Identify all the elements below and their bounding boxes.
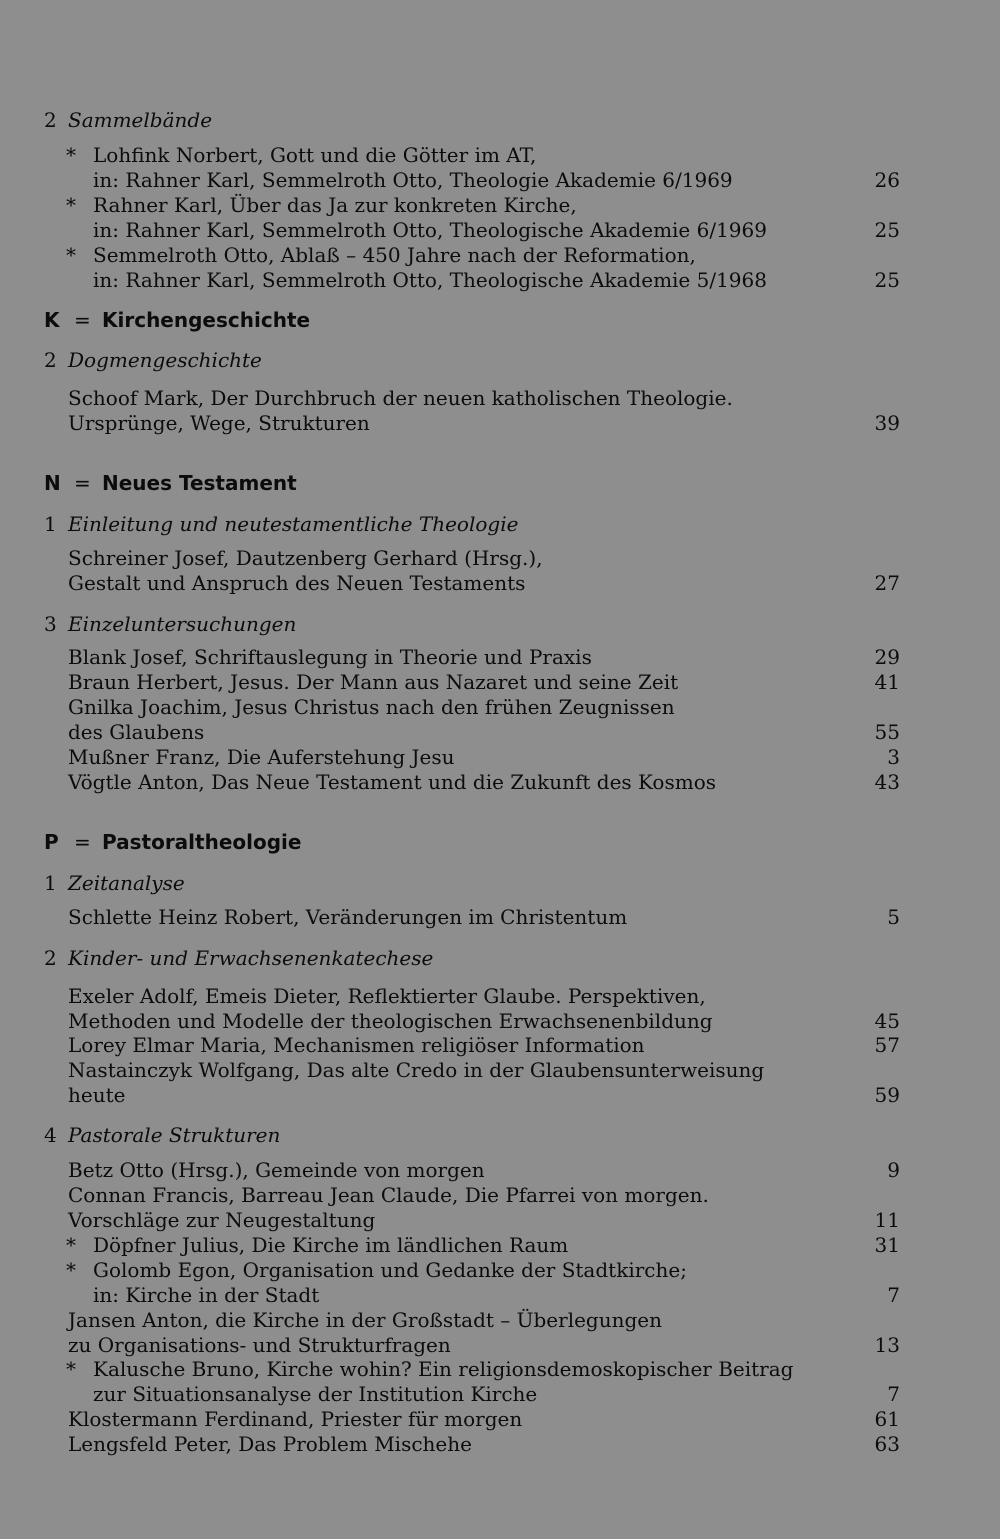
entry-text: Schreiner Josef, Dautzenberg Gerhard (Hrsg.), xyxy=(68,546,543,570)
page-number: 61 xyxy=(874,1407,900,1431)
index-entry xyxy=(44,1232,900,1258)
entry-text: Betz Otto (Hrsg.), Gemeinde von morgen xyxy=(68,1158,485,1182)
entry-text: Methoden und Modelle der theologischen Erwachsenenbildung xyxy=(68,1009,713,1033)
entry-text: Vorschläge zur Neugestaltung xyxy=(68,1208,376,1232)
index-entry xyxy=(44,644,900,670)
page-number: 3 xyxy=(887,745,900,769)
index-entry xyxy=(44,242,900,268)
index-entry xyxy=(44,1182,900,1208)
asterisk-marker: * xyxy=(66,1258,76,1282)
subsection-number: 2 xyxy=(44,946,57,970)
index-entry xyxy=(44,719,900,745)
subsection-title: Einzeluntersuchungen xyxy=(68,612,297,636)
section-letter: N xyxy=(44,471,61,495)
index-entry xyxy=(44,1157,900,1183)
entry-text: Blank Josef, Schriftauslegung in Theorie und Praxis xyxy=(68,645,592,669)
entry-text: in: Kirche in der Stadt xyxy=(93,1283,320,1307)
index-entry xyxy=(44,1406,900,1432)
entry-text: in: Rahner Karl, Semmelroth Otto, Theologische Akademie 5/1968 xyxy=(93,268,767,292)
subsection-heading xyxy=(44,945,900,971)
subsection-heading xyxy=(44,511,900,537)
section-title: Pastoraltheologie xyxy=(102,830,302,854)
section-heading xyxy=(44,829,900,855)
page-number: 55 xyxy=(874,720,900,744)
entry-text: Jansen Anton, die Kirche in der Großstadt – Überlegungen xyxy=(68,1308,663,1332)
entry-text: Gestalt und Anspruch des Neuen Testaments xyxy=(68,571,526,595)
subsection-title: Sammelbände xyxy=(68,108,213,132)
page-number: 41 xyxy=(874,670,900,694)
entry-text: Ursprünge, Wege, Strukturen xyxy=(68,411,370,435)
section-letter: K xyxy=(44,308,60,332)
page-number: 25 xyxy=(874,268,900,292)
index-entry xyxy=(44,1307,900,1333)
section-equals: = xyxy=(74,308,91,332)
subsection-heading xyxy=(44,1122,900,1148)
index-entry xyxy=(44,1257,900,1283)
subsection-number: 4 xyxy=(44,1123,57,1147)
index-entry xyxy=(44,167,900,193)
subsection-heading xyxy=(44,107,900,133)
index-entry xyxy=(44,983,900,1009)
asterisk-marker: * xyxy=(66,1233,76,1257)
entry-text: Lengsfeld Peter, Das Problem Mischehe xyxy=(68,1432,472,1456)
entry-text: Lorey Elmar Maria, Mechanismen religiöser Information xyxy=(68,1033,645,1057)
index-entry xyxy=(44,1032,900,1058)
index-entry xyxy=(44,1356,900,1382)
page-number: 31 xyxy=(874,1233,900,1257)
entry-text: Lohfink Norbert, Gott und die Götter im AT, xyxy=(93,143,537,167)
entry-text: Schlette Heinz Robert, Veränderungen im Christentum xyxy=(68,905,628,929)
entry-text: Schoof Mark, Der Durchbruch der neuen katholischen Theologie. xyxy=(68,386,733,410)
page-number: 25 xyxy=(874,218,900,242)
index-entry xyxy=(44,669,900,695)
entry-text: Connan Francis, Barreau Jean Claude, Die Pfarrei von morgen. xyxy=(68,1183,709,1207)
index-entry xyxy=(44,217,900,243)
section-heading xyxy=(44,470,900,496)
section-equals: = xyxy=(74,830,91,854)
entry-text: heute xyxy=(68,1083,126,1107)
asterisk-marker: * xyxy=(66,193,76,217)
entry-text: zur Situationsanalyse der Institution Kirche xyxy=(93,1382,538,1406)
index-entry xyxy=(44,142,900,168)
index-entry xyxy=(44,410,900,436)
subsection-heading xyxy=(44,870,900,896)
page-number: 9 xyxy=(887,1158,900,1182)
entry-text: in: Rahner Karl, Semmelroth Otto, Theologische Akademie 6/1969 xyxy=(93,218,767,242)
entry-text: des Glaubens xyxy=(68,720,205,744)
index-entry xyxy=(44,267,900,293)
subsection-heading xyxy=(44,611,900,637)
index-entry xyxy=(44,1332,900,1358)
index-entry xyxy=(44,904,900,930)
entry-text: Gnilka Joachim, Jesus Christus nach den frühen Zeugnissen xyxy=(68,695,675,719)
section-title: Kirchengeschichte xyxy=(102,308,311,332)
entry-text: Mußner Franz, Die Auferstehung Jesu xyxy=(68,745,455,769)
entry-text: Exeler Adolf, Emeis Dieter, Reflektierter Glaube. Perspektiven, xyxy=(68,984,706,1008)
subsection-title: Zeitanalyse xyxy=(68,871,185,895)
page-number: 63 xyxy=(874,1432,900,1456)
index-entry xyxy=(44,1282,900,1308)
subsection-number: 1 xyxy=(44,871,57,895)
subsection-number: 1 xyxy=(44,512,57,536)
entry-text: Klostermann Ferdinand, Priester für morgen xyxy=(68,1407,523,1431)
entry-text: in: Rahner Karl, Semmelroth Otto, Theologie Akademie 6/1969 xyxy=(93,168,733,192)
index-entry xyxy=(44,570,900,596)
index-entry xyxy=(44,1207,900,1233)
page-number: 43 xyxy=(874,770,900,794)
page-number: 29 xyxy=(874,645,900,669)
page-number: 27 xyxy=(874,571,900,595)
index-entry xyxy=(44,744,900,770)
entry-text: Braun Herbert, Jesus. Der Mann aus Nazaret und seine Zeit xyxy=(68,670,679,694)
page-number: 5 xyxy=(887,905,900,929)
asterisk-marker: * xyxy=(66,243,76,267)
subsection-title: Dogmengeschichte xyxy=(68,348,262,372)
index-entry xyxy=(44,192,900,218)
page-number: 57 xyxy=(874,1033,900,1057)
subsection-title: Pastorale Strukturen xyxy=(68,1123,281,1147)
asterisk-marker: * xyxy=(66,1357,76,1381)
section-letter: P xyxy=(44,830,59,854)
subsection-number: 3 xyxy=(44,612,57,636)
subsection-number: 2 xyxy=(44,348,57,372)
entry-text: Kalusche Bruno, Kirche wohin? Ein religionsdemoskopischer Beitrag xyxy=(93,1357,794,1381)
subsection-heading xyxy=(44,347,900,373)
entry-text: Semmelroth Otto, Ablaß – 450 Jahre nach der Reformation, xyxy=(93,243,696,267)
page-number: 59 xyxy=(874,1083,900,1107)
page-number: 11 xyxy=(874,1208,900,1232)
asterisk-marker: * xyxy=(66,143,76,167)
index-entry xyxy=(44,694,900,720)
index-entry xyxy=(44,1057,900,1083)
page-number: 13 xyxy=(874,1333,900,1357)
subsection-title: Kinder- und Erwachsenenkatechese xyxy=(68,946,434,970)
index-entry xyxy=(44,385,900,411)
subsection-number: 2 xyxy=(44,108,57,132)
index-entry xyxy=(44,1431,900,1457)
subsection-title: Einleitung und neutestamentliche Theologie xyxy=(68,512,519,536)
index-entry xyxy=(44,1082,900,1108)
entry-text: Nastainczyk Wolfgang, Das alte Credo in der Glaubensunterweisung xyxy=(68,1058,765,1082)
section-equals: = xyxy=(74,471,91,495)
section-title: Neues Testament xyxy=(102,471,297,495)
index-entry xyxy=(44,1381,900,1407)
page-number: 26 xyxy=(874,168,900,192)
page-number: 7 xyxy=(887,1283,900,1307)
index-entry xyxy=(44,545,900,571)
page-number: 39 xyxy=(874,411,900,435)
page-number: 45 xyxy=(874,1009,900,1033)
index-entry xyxy=(44,1008,900,1034)
page-number: 7 xyxy=(887,1382,900,1406)
entry-text: Golomb Egon, Organisation und Gedanke der Stadtkirche; xyxy=(93,1258,687,1282)
entry-text: zu Organisations- und Strukturfragen xyxy=(68,1333,451,1357)
entry-text: Vögtle Anton, Das Neue Testament und die Zukunft des Kosmos xyxy=(68,770,716,794)
entry-text: Döpfner Julius, Die Kirche im ländlichen Raum xyxy=(93,1233,569,1257)
index-entry xyxy=(44,769,900,795)
entry-text: Rahner Karl, Über das Ja zur konkreten Kirche, xyxy=(93,193,577,217)
section-heading xyxy=(44,307,900,333)
